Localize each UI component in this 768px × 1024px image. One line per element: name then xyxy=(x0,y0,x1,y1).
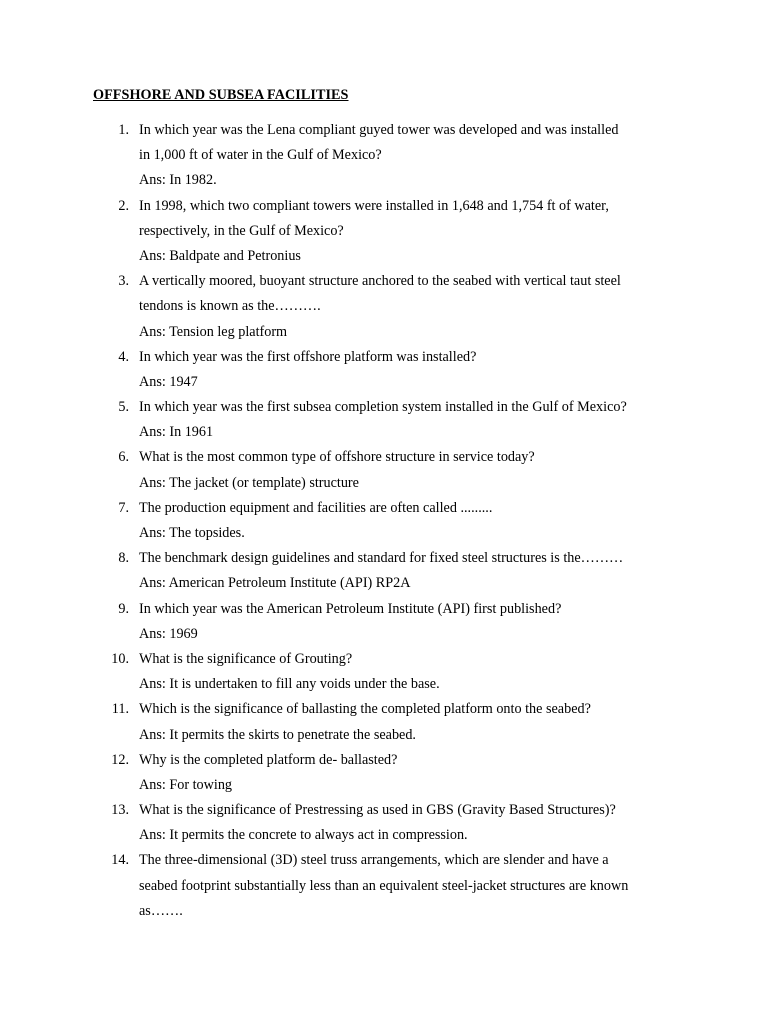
question-item xyxy=(0,700,768,750)
answer-text: Ans: In 1982. xyxy=(139,172,217,189)
question-text-line: What is the significance of Prestressing as used in GBS (Gravity Based Structures)? xyxy=(139,802,616,819)
question-number: 14. xyxy=(111,852,129,869)
question-number: 8. xyxy=(118,550,129,567)
question-number: 9. xyxy=(118,600,129,617)
question-number: 12. xyxy=(111,751,129,768)
document-title: OFFSHORE AND SUBSEA FACILITIES xyxy=(93,87,349,103)
answer-text: Ans: The jacket (or template) structure xyxy=(139,474,359,491)
question-number: 1. xyxy=(118,122,129,138)
answer-text: Ans: It permits the concrete to always act in compression. xyxy=(139,827,468,844)
question-text-line: In 1998, which two compliant towers were installed in 1,648 and 1,754 ft of water, xyxy=(139,197,609,214)
question-text-line: The benchmark design guidelines and standard for fixed steel structures is the……… xyxy=(139,550,624,567)
question-item xyxy=(0,801,768,851)
question-text-line: as……. xyxy=(139,902,183,919)
question-item xyxy=(0,549,768,599)
question-text-line: In which year was the first offshore platform was installed? xyxy=(139,348,477,365)
question-number: 2. xyxy=(118,197,129,214)
question-text-line: A vertically moored, buoyant structure anchored to the seabed with vertical taut steel xyxy=(139,273,621,290)
question-item xyxy=(0,448,768,498)
question-text-line: In which year was the first subsea completion system installed in the Gulf of Mexico? xyxy=(139,399,627,416)
question-number: 11. xyxy=(111,701,129,718)
answer-text: Ans: For towing xyxy=(139,776,233,793)
question-item xyxy=(0,851,768,927)
question-number: 13. xyxy=(111,802,129,819)
question-text-line: The three-dimensional (3D) steel truss arrangements, which are slender and have a xyxy=(139,852,609,869)
question-number: 5. xyxy=(118,399,129,416)
question-item xyxy=(0,121,768,197)
answer-text: Ans: It permits the skirts to penetrate the seabed. xyxy=(139,726,416,743)
question-text-line: The production equipment and facilities are often called ......... xyxy=(139,499,493,516)
question-item xyxy=(0,348,768,398)
question-number: 3. xyxy=(118,273,129,290)
question-number: 4. xyxy=(118,348,129,365)
answer-text: Ans: 1969 xyxy=(139,625,198,642)
answer-text: Ans: American Petroleum Institute (API) RP2A xyxy=(139,575,411,592)
question-text-line: What is the most common type of offshore structure in service today? xyxy=(139,449,535,466)
question-item xyxy=(0,499,768,549)
answer-text: Ans: In 1961 xyxy=(139,424,214,441)
question-number: 7. xyxy=(118,499,129,516)
question-text-line: seabed footprint substantially less than an equivalent steel-jacket structures are known xyxy=(139,877,629,894)
question-item xyxy=(0,272,768,348)
question-item xyxy=(0,398,768,448)
question-text-line: Why is the completed platform de- ballasted? xyxy=(139,751,398,768)
question-list xyxy=(0,121,768,927)
question-item xyxy=(0,751,768,801)
question-number: 6. xyxy=(118,449,129,466)
question-text-line: In which year was the Lena compliant guyed tower was developed and was installed xyxy=(139,122,619,138)
answer-text: Ans: The topsides. xyxy=(139,525,245,541)
answer-text: Ans: Baldpate and Petronius xyxy=(139,247,301,264)
question-text-line: in 1,000 ft of water in the Gulf of Mexico? xyxy=(139,147,382,164)
question-text-line: What is the significance of Grouting? xyxy=(139,650,353,667)
question-item xyxy=(0,197,768,273)
question-text-line: Which is the significance of ballasting the completed platform onto the seabed? xyxy=(139,701,591,718)
question-item xyxy=(0,650,768,700)
answer-text: Ans: It is undertaken to fill any voids under the base. xyxy=(139,676,440,693)
question-text-line: respectively, in the Gulf of Mexico? xyxy=(139,222,344,239)
answer-text: Ans: Tension leg platform xyxy=(139,323,288,340)
question-number: 10. xyxy=(111,650,129,667)
answer-text: Ans: 1947 xyxy=(139,373,198,390)
question-item xyxy=(0,600,768,650)
question-text-line: In which year was the American Petroleum Institute (API) first published? xyxy=(139,600,562,617)
question-text-line: tendons is known as the………. xyxy=(139,298,321,315)
